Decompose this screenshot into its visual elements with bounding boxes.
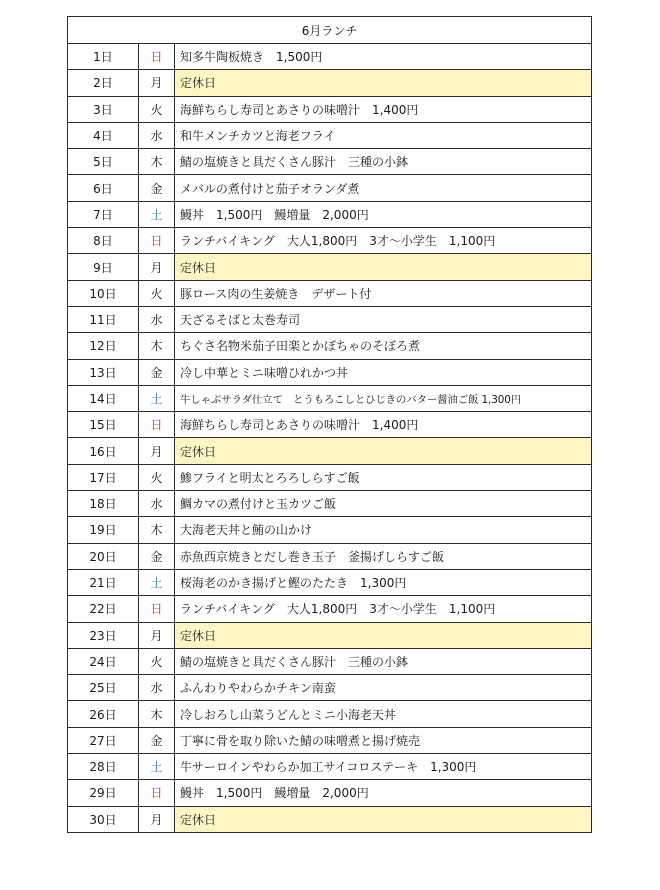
weekday-cell: 木 [139, 517, 175, 543]
day-cell: 30日 [68, 806, 139, 832]
menu-row [68, 464, 592, 490]
menu-row [68, 780, 592, 806]
menu-item-cell: ちぐさ名物米茄子田楽とかぼちゃのそぼろ煮 [175, 333, 592, 359]
menu-item-cell: 海鮮ちらし寿司とあさりの味噌汁 1,400円 [175, 412, 592, 438]
day-cell: 16日 [68, 438, 139, 464]
day-cell: 12日 [68, 333, 139, 359]
menu-item-cell: 知多牛陶板焼き 1,500円 [175, 44, 592, 70]
menu-row [68, 675, 592, 701]
weekday-cell: 水 [139, 306, 175, 332]
day-cell: 4日 [68, 122, 139, 148]
menu-row [68, 412, 592, 438]
weekday-cell: 日 [139, 44, 175, 70]
menu-item-cell: メバルの煮付けと茄子オランダ煮 [175, 175, 592, 201]
day-cell: 8日 [68, 228, 139, 254]
menu-item-cell: ランチバイキング 大人1,800円 3才～小学生 1,100円 [175, 596, 592, 622]
day-cell: 2日 [68, 70, 139, 96]
menu-row [68, 438, 592, 464]
day-cell: 3日 [68, 96, 139, 122]
weekday-cell: 月 [139, 622, 175, 648]
weekday-cell: 月 [139, 438, 175, 464]
menu-item-cell: 鰻丼 1,500円 鰻増量 2,000円 [175, 780, 592, 806]
menu-row [68, 543, 592, 569]
weekday-cell: 日 [139, 780, 175, 806]
menu-row [68, 175, 592, 201]
menu-row [68, 254, 592, 280]
weekday-cell: 火 [139, 96, 175, 122]
day-cell: 7日 [68, 201, 139, 227]
day-cell: 24日 [68, 648, 139, 674]
menu-row [68, 359, 592, 385]
menu-item-cell: 牛サーロインやわらか加工サイコロステーキ 1,300円 [175, 754, 592, 780]
menu-row [68, 96, 592, 122]
menu-item-cell: 冷しおろし山菜うどんとミニ小海老天丼 [175, 701, 592, 727]
day-cell: 25日 [68, 675, 139, 701]
menu-item-cell: 赤魚西京焼きとだし巻き玉子 釜揚げしらすご飯 [175, 543, 592, 569]
day-cell: 19日 [68, 517, 139, 543]
menu-item-cell: ランチバイキング 大人1,800円 3才～小学生 1,100円 [175, 228, 592, 254]
weekday-cell: 水 [139, 122, 175, 148]
day-cell: 17日 [68, 464, 139, 490]
day-cell: 21日 [68, 569, 139, 595]
menu-item-cell: 天ざるそばと太巻寿司 [175, 306, 592, 332]
day-cell: 27日 [68, 727, 139, 753]
weekday-cell: 木 [139, 701, 175, 727]
lunch-menu-table [67, 16, 592, 833]
menu-row [68, 70, 592, 96]
menu-item-cell: 大海老天丼と鮪の山かけ [175, 517, 592, 543]
menu-row [68, 44, 592, 70]
menu-row [68, 569, 592, 595]
day-cell: 14日 [68, 385, 139, 411]
holiday-cell: 定休日 [175, 70, 592, 96]
weekday-cell: 日 [139, 596, 175, 622]
weekday-cell: 金 [139, 543, 175, 569]
menu-row [68, 754, 592, 780]
day-cell: 18日 [68, 491, 139, 517]
menu-item-cell: ふんわりやわらかチキン南蛮 [175, 675, 592, 701]
menu-item-cell: 鯛カマの煮付けと玉カツご飯 [175, 491, 592, 517]
menu-row [68, 306, 592, 332]
weekday-cell: 日 [139, 228, 175, 254]
day-cell: 11日 [68, 306, 139, 332]
menu-rows [68, 44, 592, 833]
day-cell: 28日 [68, 754, 139, 780]
menu-row [68, 201, 592, 227]
weekday-cell: 月 [139, 70, 175, 96]
menu-row [68, 491, 592, 517]
weekday-cell: 土 [139, 385, 175, 411]
holiday-cell: 定休日 [175, 254, 592, 280]
day-cell: 23日 [68, 622, 139, 648]
weekday-cell: 金 [139, 727, 175, 753]
day-cell: 20日 [68, 543, 139, 569]
day-cell: 10日 [68, 280, 139, 306]
weekday-cell: 水 [139, 675, 175, 701]
menu-row [68, 596, 592, 622]
menu-row [68, 622, 592, 648]
menu-item-cell: 桜海老のかき揚げと鰹のたたき 1,300円 [175, 569, 592, 595]
menu-row [68, 228, 592, 254]
weekday-cell: 火 [139, 648, 175, 674]
day-cell: 26日 [68, 701, 139, 727]
weekday-cell: 日 [139, 412, 175, 438]
weekday-cell: 金 [139, 359, 175, 385]
weekday-cell: 月 [139, 254, 175, 280]
day-cell: 1日 [68, 44, 139, 70]
menu-row [68, 149, 592, 175]
menu-row [68, 727, 592, 753]
day-cell: 9日 [68, 254, 139, 280]
menu-title: 6月ランチ [68, 17, 592, 44]
menu-item-cell: 丁寧に骨を取り除いた鯖の味噌煮と揚げ焼売 [175, 727, 592, 753]
menu-item-cell: 鯵フライと明太とろろしらすご飯 [175, 464, 592, 490]
menu-row [68, 122, 592, 148]
menu-item-cell: 豚ロース肉の生姜焼き デザート付 [175, 280, 592, 306]
day-cell: 22日 [68, 596, 139, 622]
weekday-cell: 木 [139, 333, 175, 359]
weekday-cell: 土 [139, 754, 175, 780]
menu-row [68, 701, 592, 727]
weekday-cell: 土 [139, 201, 175, 227]
menu-row [68, 648, 592, 674]
menu-row [68, 333, 592, 359]
weekday-cell: 土 [139, 569, 175, 595]
holiday-cell: 定休日 [175, 806, 592, 832]
menu-item-cell: 冷し中華とミニ味噌ひれかつ丼 [175, 359, 592, 385]
menu-row [68, 517, 592, 543]
menu-row [68, 806, 592, 832]
menu-item-cell: 鯖の塩焼きと具だくさん豚汁 三種の小鉢 [175, 648, 592, 674]
day-cell: 15日 [68, 412, 139, 438]
weekday-cell: 水 [139, 491, 175, 517]
weekday-cell: 金 [139, 175, 175, 201]
menu-item-cell: 海鮮ちらし寿司とあさりの味噌汁 1,400円 [175, 96, 592, 122]
day-cell: 6日 [68, 175, 139, 201]
holiday-cell: 定休日 [175, 438, 592, 464]
menu-row [68, 280, 592, 306]
menu-item-cell: 鰻丼 1,500円 鰻増量 2,000円 [175, 201, 592, 227]
weekday-cell: 木 [139, 149, 175, 175]
menu-item-cell: 和牛メンチカツと海老フライ [175, 122, 592, 148]
weekday-cell: 火 [139, 280, 175, 306]
day-cell: 5日 [68, 149, 139, 175]
menu-item-cell: 鯖の塩焼きと具だくさん豚汁 三種の小鉢 [175, 149, 592, 175]
day-cell: 13日 [68, 359, 139, 385]
menu-item-cell: 牛しゃぶサラダ仕立て とうもろこしとひじきのバター醤油ご飯 1,300円 [175, 385, 592, 411]
day-cell: 29日 [68, 780, 139, 806]
holiday-cell: 定休日 [175, 622, 592, 648]
weekday-cell: 火 [139, 464, 175, 490]
menu-row [68, 385, 592, 411]
weekday-cell: 月 [139, 806, 175, 832]
title-row [68, 17, 592, 44]
